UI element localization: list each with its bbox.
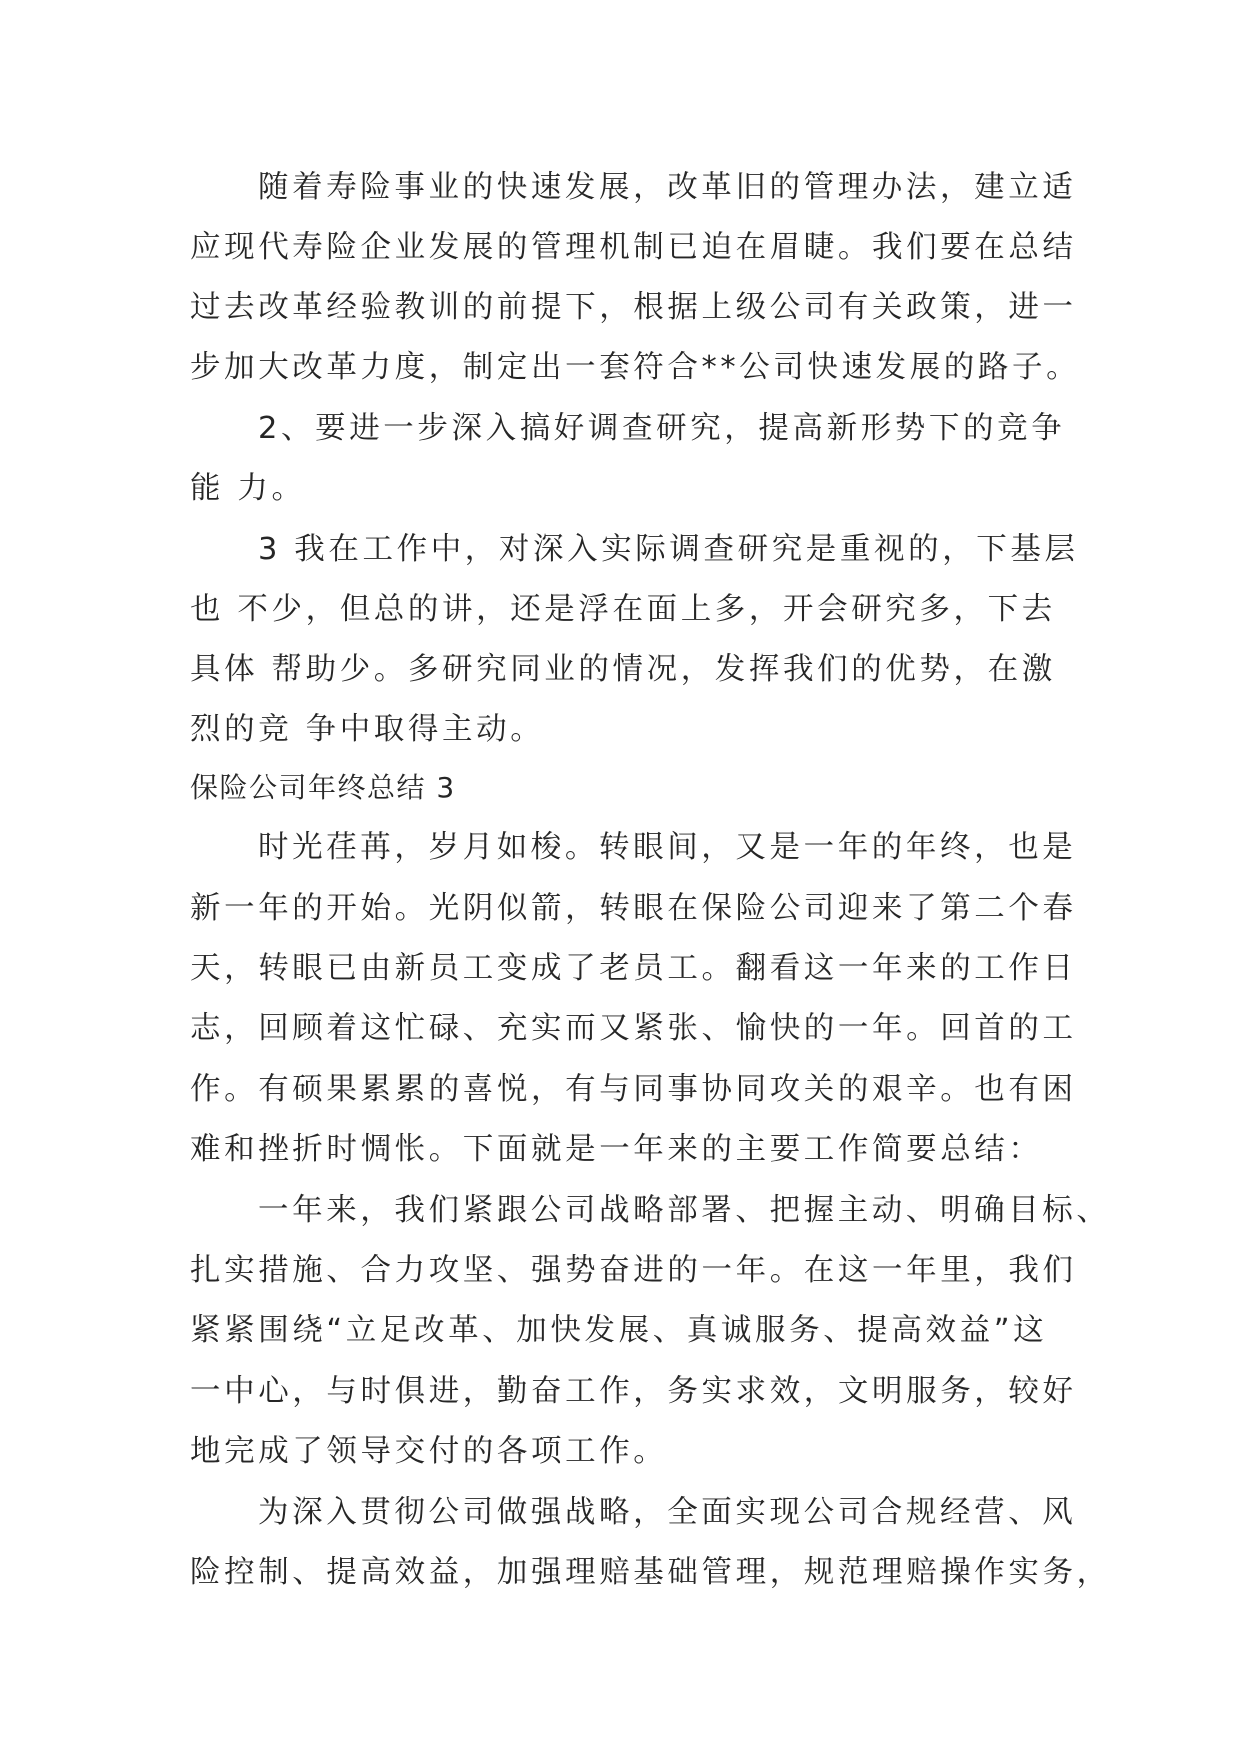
- section-paragraph-3-line-1: 为深入贯彻公司做强战略，全面实现公司合规经营、风: [258, 1495, 1077, 1530]
- section-paragraph-1-line-5: 作。有硕果累累的喜悦，有与同事协同攻关的艰辛。也有困: [190, 1072, 1077, 1107]
- paragraph-2-line-2: 能 力。: [190, 471, 306, 506]
- section-paragraph-2-line-5: 地完成了领导交付的各项工作。: [190, 1434, 668, 1469]
- section-paragraph-1-line-2: 新一年的开始。光阴似箭，转眼在保险公司迎来了第二个春: [190, 891, 1077, 926]
- paragraph-3-line-4: 烈的竞 争中取得主动。: [190, 712, 545, 747]
- paragraph-1-line-1: 随着寿险事业的快速发展，改革旧的管理办法，建立适: [258, 170, 1077, 205]
- section-paragraph-2-line-3: 紧紧围绕“立足改革、加快发展、真诚服务、提高效益”这: [190, 1313, 1048, 1348]
- paragraph-3-line-1: 3 我在工作中，对深入实际调查研究是重视的，下基层: [258, 532, 1079, 567]
- section-paragraph-2-line-4: 一中心，与时俱进，勤奋工作，务实求效，文明服务，较好: [190, 1374, 1077, 1409]
- paragraph-3-line-3: 具体 帮助少。多研究同业的情况，发挥我们的优势，在激: [190, 652, 1056, 687]
- section-paragraph-2-line-2: 扎实措施、合力攻坚、强势奋进的一年。在这一年里，我们: [190, 1253, 1077, 1288]
- section-title: 保险公司年终总结 3: [190, 771, 456, 804]
- paragraph-3-line-2: 也 不少，但总的讲，还是浮在面上多，开会研究多，下去: [190, 592, 1056, 627]
- paragraph-1-line-2: 应现代寿险企业发展的管理机制已迫在眉睫。我们要在总结: [190, 230, 1077, 265]
- section-paragraph-1-line-3: 天，转眼已由新员工变成了老员工。翻看这一年来的工作日: [190, 951, 1077, 986]
- section-paragraph-3-line-2: 险控制、提高效益，加强理赔基础管理，规范理赔操作实务，: [190, 1555, 1111, 1590]
- section-paragraph-1-line-1: 时光荏苒，岁月如梭。转眼间，又是一年的年终，也是: [258, 830, 1077, 865]
- paragraph-2-line-1: 2、要进一步深入搞好调查研究，提高新形势下的竞争: [258, 411, 1066, 446]
- section-paragraph-1-line-6: 难和挫折时惆怅。下面就是一年来的主要工作简要总结：: [190, 1132, 1043, 1167]
- paragraph-1-line-4: 步加大改革力度，制定出一套符合**公司快速发展的路子。: [190, 350, 1081, 385]
- section-paragraph-1-line-4: 志，回顾着这忙碌、充实而又紧张、愉快的一年。回首的工: [190, 1011, 1077, 1046]
- paragraph-1-line-3: 过去改革经验教训的前提下，根据上级公司有关政策，进一: [190, 290, 1077, 325]
- section-paragraph-2-line-1: 一年来，我们紧跟公司战略部署、把握主动、明确目标、: [258, 1193, 1111, 1228]
